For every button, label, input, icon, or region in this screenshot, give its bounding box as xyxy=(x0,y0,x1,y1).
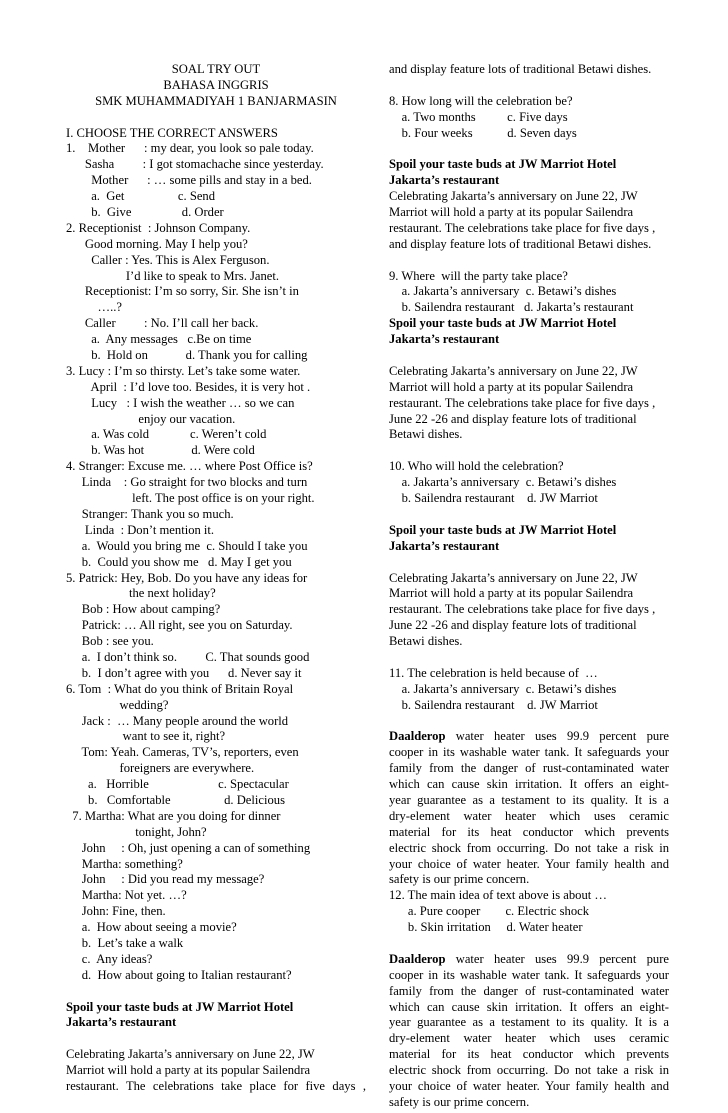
text-line: a. Get c. Send xyxy=(66,189,216,204)
text-line: electric shock from occurring. Do not take a risk in xyxy=(389,1063,669,1078)
text-line: safety is our prime concern. xyxy=(389,872,530,887)
text-line: wedding? xyxy=(66,697,169,712)
text-line: b. Four weeks d. Seven days xyxy=(389,125,577,140)
text-line: which can cause skin irritation. It offers an eight- xyxy=(389,999,669,1014)
text-line: which can cause skin irritation. It offers an eight- xyxy=(389,777,669,792)
text-line: b. I don’t agree with you d. Never say it xyxy=(66,665,302,680)
spacer xyxy=(66,984,366,1000)
text-line: family from the danger of rust-contaminated water xyxy=(389,761,669,776)
text-line: a. I don’t think so. C. That sounds good xyxy=(66,649,310,664)
passage-heading: Spoil your taste buds at JW Marriot Hotel xyxy=(66,999,294,1014)
text-line: 6. Tom : What do you think of Britain Royal xyxy=(66,681,294,696)
text-line: Celebrating Jakarta’s anniversary on June 22, JW xyxy=(389,570,638,585)
text-line: foreigners are everywhere. xyxy=(66,761,255,776)
text-line: Marriot will hold a party at its popular Sailendra xyxy=(389,379,634,394)
text-line: b. Skin irritation d. Water heater xyxy=(389,920,583,935)
text-line: Receptionist: I’m so sorry, Sir. She isn’t in xyxy=(66,284,299,299)
spacer xyxy=(389,141,669,157)
text-line: Martha: Not yet. …? xyxy=(66,888,187,903)
right-column xyxy=(389,62,669,1111)
text-line: your choice of water heater. Your family health and xyxy=(389,856,669,871)
text-line: the next holiday? xyxy=(66,586,216,601)
passage-heading: Jakarta’s restaurant xyxy=(389,173,500,188)
text-line: 3. Lucy : I’m so thirsty. Let’s take some water. xyxy=(66,363,301,378)
school-name: SMK MUHAMMADIYAH 1 BANJARMASIN xyxy=(95,93,337,108)
text-line: d. How about going to Italian restaurant? xyxy=(66,967,292,982)
text-line: Bob : see you. xyxy=(66,634,154,649)
left-column xyxy=(66,62,366,1095)
text-line: restaurant. The celebrations take place for five days , xyxy=(66,1079,366,1093)
text-line: a. Horrible c. Spectacular xyxy=(66,777,289,792)
text-line: and display feature lots of traditional Betawi dishes. xyxy=(389,236,652,251)
text-line: June 22 -26 and display feature lots of traditional xyxy=(389,618,637,633)
text-line: a. Jakarta’s anniversary c. Betawi’s dishes xyxy=(389,681,617,696)
text-line: b. Sailendra restaurant d. Jakarta’s restaurant xyxy=(389,300,634,315)
text-line: 4. Stranger: Excuse me. … where Post Office is? xyxy=(66,459,313,474)
spacer xyxy=(66,110,366,126)
spacer xyxy=(389,443,669,459)
text-line: Daalderop water heater uses 99.9 percent pure xyxy=(389,729,669,744)
text-line: Celebrating Jakarta’s anniversary on June 22, JW xyxy=(389,363,638,378)
text-line: cooper in its washable water tank. It safeguards your xyxy=(389,745,669,760)
text-line: 12. The main idea of text above is about … xyxy=(389,888,608,903)
text-line: family from the danger of rust-contaminated water xyxy=(389,983,669,998)
text-line: year guarantee as a testament to its quality. It is a xyxy=(389,1015,669,1030)
text-line: Marriot will hold a party at its popular Sailendra xyxy=(389,205,634,220)
text-line: tonight, John? xyxy=(66,824,207,839)
text-line: 5. Patrick: Hey, Bob. Do you have any ideas for xyxy=(66,570,308,585)
text-line: dry-element water heater which uses ceramic xyxy=(389,808,669,823)
text-line: Caller : No. I’ll call her back. xyxy=(66,316,259,331)
text-line: Bob : How about camping? xyxy=(66,602,221,617)
text-line: 2. Receptionist : Johnson Company. xyxy=(66,220,251,235)
text-line: I’d like to speak to Mrs. Janet. xyxy=(66,268,280,283)
passage-heading: Jakarta’s restaurant xyxy=(66,1015,177,1030)
section-title: I. CHOOSE THE CORRECT ANSWERS xyxy=(66,125,278,140)
text-line: Betawi dishes. xyxy=(389,634,463,649)
text-line: April : I’d love too. Besides, it is very hot . xyxy=(66,379,311,394)
text-line: material for its heat conductor which prevents xyxy=(389,824,669,839)
passage-heading: Spoil your taste buds at JW Marriot Hotel xyxy=(389,316,617,331)
passage-heading: Jakarta’s restaurant xyxy=(389,332,500,347)
text-line: Stranger: Thank you so much. xyxy=(66,506,234,521)
passage-heading: Spoil your taste buds at JW Marriot Hotel xyxy=(389,157,617,172)
text-line: b. Could you show me d. May I get you xyxy=(66,554,292,569)
text-line: Marriot will hold a party at its popular Sailendra xyxy=(389,586,634,601)
text-line: Tom: Yeah. Cameras, TV’s, reporters, even xyxy=(66,745,299,760)
text-line: a. Would you bring me c. Should I take you xyxy=(66,538,308,553)
text-line: year guarantee as a testament to its quality. It is a xyxy=(389,792,669,807)
text-line: cooper in its washable water tank. It safeguards your xyxy=(389,967,669,982)
text-line: b. Let’s take a walk xyxy=(66,935,184,950)
spacer xyxy=(389,78,669,94)
text-line: a. Any messages c.Be on time xyxy=(66,332,252,347)
text-line: Mother : … some pills and stay in a bed. xyxy=(66,173,312,188)
text-line: dry-element water heater which uses ceramic xyxy=(389,1031,669,1046)
text-line: left. The post office is on your right. xyxy=(66,491,315,506)
passage-heading: Jakarta’s restaurant xyxy=(389,538,500,553)
passage-heading: Spoil your taste buds at JW Marriot Hotel xyxy=(389,522,617,537)
spacer xyxy=(389,348,669,364)
text-line: b. Hold on d. Thank you for calling xyxy=(66,348,308,363)
spacer xyxy=(389,555,669,571)
text-line: a. Was cold c. Weren’t cold xyxy=(66,427,267,442)
text-line: restaurant. The celebrations take place for five days , xyxy=(389,602,656,617)
text-line: 1. Mother : my dear, you look so pale today. xyxy=(66,141,314,156)
left-body xyxy=(66,141,366,1094)
text-line: 9. Where will the party take place? xyxy=(389,268,568,283)
text-line: Celebrating Jakarta’s anniversary on June 22, JW xyxy=(66,1047,315,1062)
text-line: Marriot will hold a party at its popular Sailendra xyxy=(66,1063,311,1078)
text-line: Daalderop water heater uses 99.9 percent pure xyxy=(389,951,669,966)
text-line: restaurant. The celebrations take place for five days , xyxy=(389,395,656,410)
text-line: John : Did you read my message? xyxy=(66,872,265,887)
text-line: Martha: something? xyxy=(66,856,183,871)
text-line: b. Give d. Order xyxy=(66,205,224,220)
text-line: Lucy : I wish the weather … so we can xyxy=(66,395,295,410)
text-line: Jack : … Many people around the world xyxy=(66,713,289,728)
text-line: Linda : Don’t mention it. xyxy=(66,522,215,537)
right-body xyxy=(389,62,669,1111)
text-line: June 22 -26 and display feature lots of traditional xyxy=(389,411,637,426)
text-line: John : Oh, just opening a can of something xyxy=(66,840,311,855)
spacer xyxy=(389,714,669,730)
text-line: a. Jakarta’s anniversary c. Betawi’s dishes xyxy=(389,284,617,299)
spacer xyxy=(389,650,669,666)
text-line: c. Any ideas? xyxy=(66,951,153,966)
text-line: enjoy our vacation. xyxy=(66,411,236,426)
text-line: b. Was hot d. Were cold xyxy=(66,443,255,458)
text-line: Betawi dishes. xyxy=(389,427,463,442)
text-line: 11. The celebration is held because of … xyxy=(389,665,598,680)
text-line: material for its heat conductor which prevents xyxy=(389,1047,669,1062)
text-line: 7. Martha: What are you doing for dinner xyxy=(66,808,281,823)
spacer xyxy=(66,1031,366,1047)
text-line: Good morning. May I help you? xyxy=(66,236,248,251)
text-line: a. Pure cooper c. Electric shock xyxy=(389,904,590,919)
text-line: 8. How long will the celebration be? xyxy=(389,93,573,108)
text-line: b. Comfortable d. Delicious xyxy=(66,792,285,807)
text-line: restaurant. The celebrations take place for five days , xyxy=(389,220,656,235)
text-line: Celebrating Jakarta’s anniversary on June 22, JW xyxy=(389,189,638,204)
text-line: Linda : Go straight for two blocks and turn xyxy=(66,475,308,490)
text-line: and display feature lots of traditional Betawi dishes. xyxy=(389,62,652,76)
spacer xyxy=(389,936,669,952)
text-line: a. Two months c. Five days xyxy=(389,109,568,124)
title: SOAL TRY OUT xyxy=(171,62,261,76)
text-line: electric shock from occurring. Do not take a risk in xyxy=(389,840,669,855)
text-line: safety is our prime concern. xyxy=(389,1094,530,1109)
text-line: want to see it, right? xyxy=(66,729,226,744)
text-line: b. Sailendra restaurant d. JW Marriot xyxy=(389,697,598,712)
spacer xyxy=(389,507,669,523)
subject: BAHASA INGGRIS xyxy=(163,77,269,92)
text-line: Caller : Yes. This is Alex Ferguson. xyxy=(66,252,270,267)
text-line: 10. Who will hold the celebration? xyxy=(389,459,564,474)
spacer xyxy=(389,253,669,269)
text-line: b. Sailendra restaurant d. JW Marriot xyxy=(389,491,598,506)
text-line: John: Fine, then. xyxy=(66,904,166,919)
text-line: Sasha : I got stomachache since yesterday. xyxy=(66,157,324,172)
text-line: your choice of water heater. Your family health and xyxy=(389,1079,669,1093)
text-line: a. How about seeing a movie? xyxy=(66,920,237,935)
text-line: …..? xyxy=(66,300,122,315)
text-line: a. Jakarta’s anniversary c. Betawi’s dishes xyxy=(389,475,617,490)
text-line: Patrick: … All right, see you on Saturday. xyxy=(66,618,293,633)
